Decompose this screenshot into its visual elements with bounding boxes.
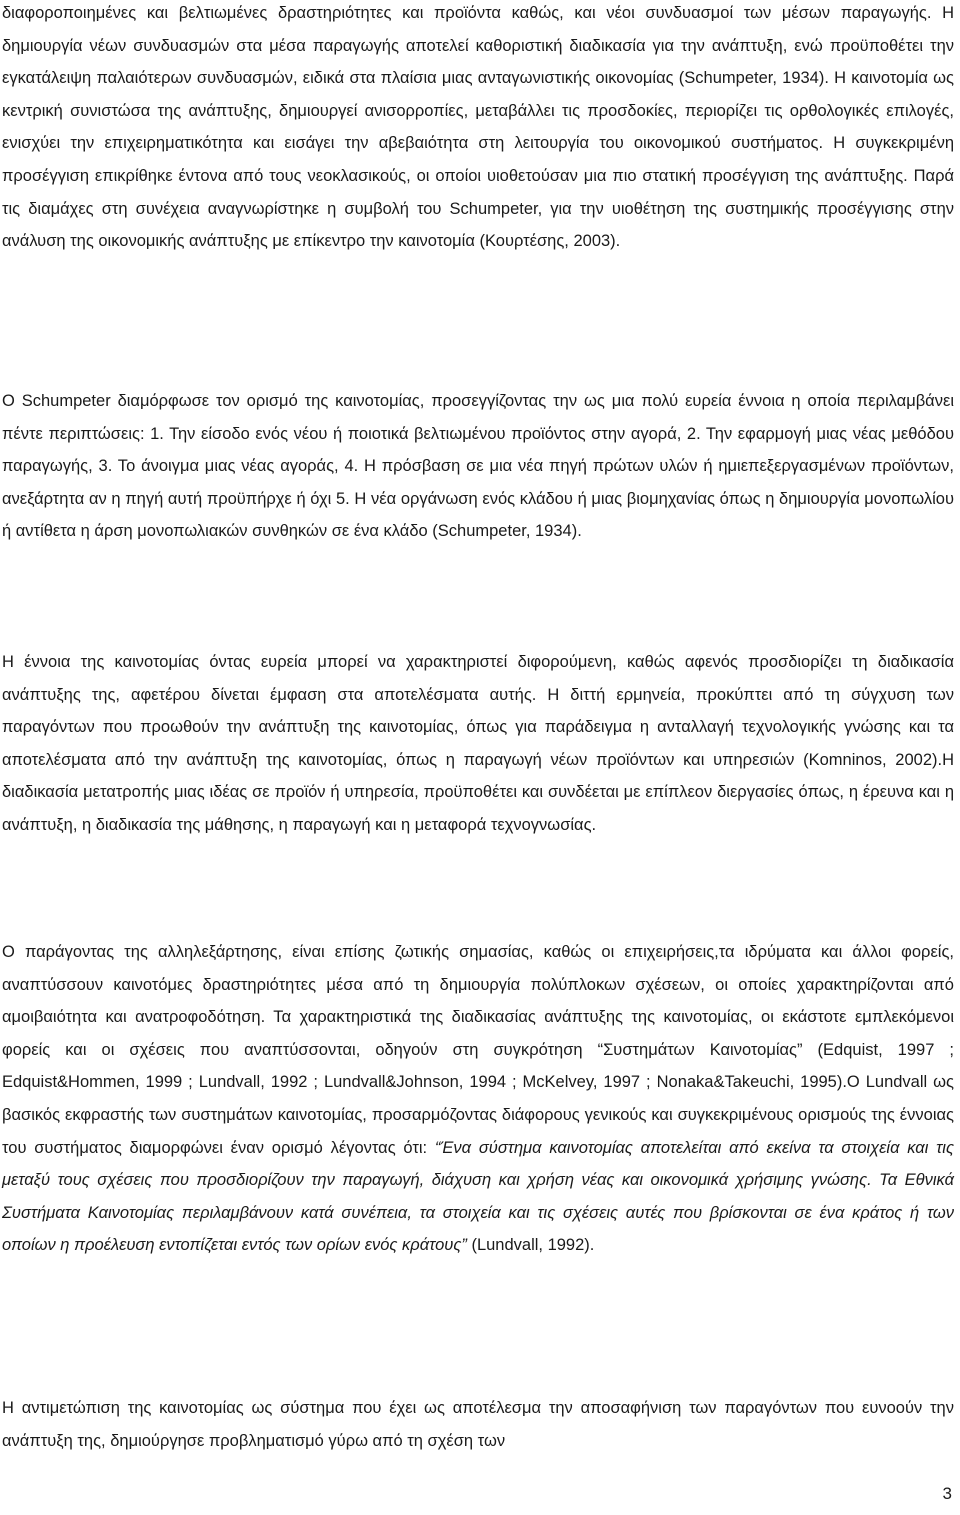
- paragraph-innovation-systems: [2, 936, 954, 1262]
- paragraph-innovation-definition: Ο Schumpeter διαμόρφωσε τον ορισμό της καινοτομίας, προσεγγίζοντας την ως μια πολύ ευρεία έννοια η οποία περιλαμβάνει πέντε περιπτώσεις: 1. Την είσοδο ενός νέου ή ποιοτικά βελτιωμένου προϊόντος στην αγορά, 2. Την εφαρμογή μιας νέας μεθόδου παραγωγής, 3. Το άνοιγμα μιας νέας αγοράς, 4. Η πρόσβαση σε μια νέα πηγή πρώτων υλών ή ημιεπεξεργασμένων προϊόντων, ανεξάρτητα αν η πηγή αυτή προϋπήρχε ή όχι 5. Η νέα οργάνωση ενός κλάδου ή μιας βιομηχανίας όπως η δημιουργία μονοπωλίου ή αντίθετα η άρση μονοπωλιακών συνθηκών σε ένα κλάδο (Schumpeter, 1934).: [2, 392, 954, 541]
- paragraph-system-approach: Η αντιμετώπιση της καινοτομίας ως σύστημα που έχει ως αποτέλεσμα την αποσαφήνιση των παραγόντων που ευνοούν την ανάπτυξη της, δημιούργησε προβληματισμό γύρω από τη σχέση των: [2, 1399, 954, 1450]
- paragraph-schumpeter-intro: διαφοροποιημένες και βελτιωμένες δραστηριότητες και προϊόντα καθώς, και νέοι συνδυασμοί των μέσων παραγωγής. Η δημιουργία νέων συνδυασμών στα μέσα παραγωγής αποτελεί καθοριστική διαδικασία για την ανάπτυξη, ενώ προϋποθέτει την εγκατάλειψη παλαιότερων συνδυασμών, ειδικά στα πλαίσια μιας ανταγωνιστικής οικονομίας (Schumpeter, 1934). Η καινοτομία ως κεντρική συνιστώσα της ανάπτυξης, δημιουργεί ανισορροπίες, μεταβάλλει τις προσδοκίες, περιορίζει τις ορθολογικές επιλογές, ενισχύει την επιχειρηματικότητα και εισάγει την αβεβαιότητα στη λειτουργία του οικονομικού συστήματος. Η συγκεκριμένη προσέγγιση επικρίθηκε έντονα από τους νεοκλασικούς, οι οποίοι υιοθετούσαν μια πιο στατική προσέγγιση της ανάπτυξης. Παρά τις διαμάχες στη συνέχεια αναγνωρίστηκε η συμβολή του Schumpeter, για την υιοθέτηση της συστημικής προσέγγισης στην ανάλυση της οικονομικής ανάπτυξης με επίκεντρο την καινοτομία (Κουρτέσης, 2003).: [2, 4, 954, 251]
- lundvall-quote: “Ένα σύστημα καινοτομίας αποτελείται από εκείνα τα στοιχεία και τις μεταξύ τους σχέσεις που προσδιορίζουν την παραγωγή, διάχυση και χρήση νέας και οικονομικά χρήσιμης γνώσης. Τα Εθνικά Συστήματα Καινοτομίας περιλαμβάνουν κατά συνέπεια, τα στοιχεία και τις σχέσεις αυτές που βρίσκονται σε ένα κράτος ή των οποίων η προέλευση εντοπίζεται εντός των ορίων ενός κράτους”: [2, 1138, 954, 1255]
- page-number: 3: [942, 1484, 952, 1503]
- lundvall-citation: (Lundvall, 1992).: [466, 1236, 595, 1255]
- paragraph-innovation-systems-text: Ο παράγοντας της αλληλεξάρτησης, είναι επίσης ζωτικής σημασίας, καθώς οι επιχειρήσεις,τα ιδρύματα και άλλοι φορείς, αναπτύσσουν καινοτόμες δραστηριότητες μέσα από τη δημιουργία πολύπλοκων σχέσεων, οι οποίες χαρακτηρίζονται από αμοιβαιότητα και ανατροφοδότηση. Τα χαρακτηριστικά της διαδικασίας ανάπτυξης της καινοτομίας, οι εκάστοτε εμπλεκόμενοι φορείς και οι σχέσεις που αναπτύσσονται, οδηγούν στη συγκρότηση “Συστημάτων Καινοτομίας” (Edquist, 1997 ; Edquist&Hommen, 1999 ; Lundvall, 1992 ; Lundvall&Johnson, 1994 ; McKelvey, 1997 ; Nonaka&Takeuchi, 1995).Ο Lundvall ως βασικός εκφραστής των συστημάτων καινοτομίας, προσαρμόζοντας διάφορους γενικούς και συγκεκριμένους ορισμούς της έννοιας του συστήματος διαμορφώνει έναν ορισμό λέγοντας ότι:: [2, 943, 954, 1157]
- paragraph-innovation-ambiguity: Η έννοια της καινοτομίας όντας ευρεία μπορεί να χαρακτηριστεί διφορούμενη, καθώς αφενός προσδιορίζει τη διαδικασία ανάπτυξης της, αφετέρου δίνεται έμφαση στα αποτελέσματα αυτής. Η διττή ερμηνεία, προκύπτει από τη σύγχυση των παραγόντων που προωθούν την ανάπτυξη της καινοτομίας, όπως για παράδειγμα η ανταλλαγή τεχνολογικής γνώσης και τα αποτελέσματα από την ανάπτυξη της καινοτομίας, όπως η παραγωγή νέων προϊόντων και υπηρεσιών (Komninos, 2002).Η διαδικασία μετατροπής μιας ιδέας σε προϊόν ή υπηρεσία, προϋποθέτει και συνδέεται με επίπλεον διεργασίες όπως, η έρευνα και η ανάπτυξη, η διαδικασία της μάθησης, η παραγωγή και η μεταφορά τεχνογνωσίας.: [2, 653, 954, 834]
